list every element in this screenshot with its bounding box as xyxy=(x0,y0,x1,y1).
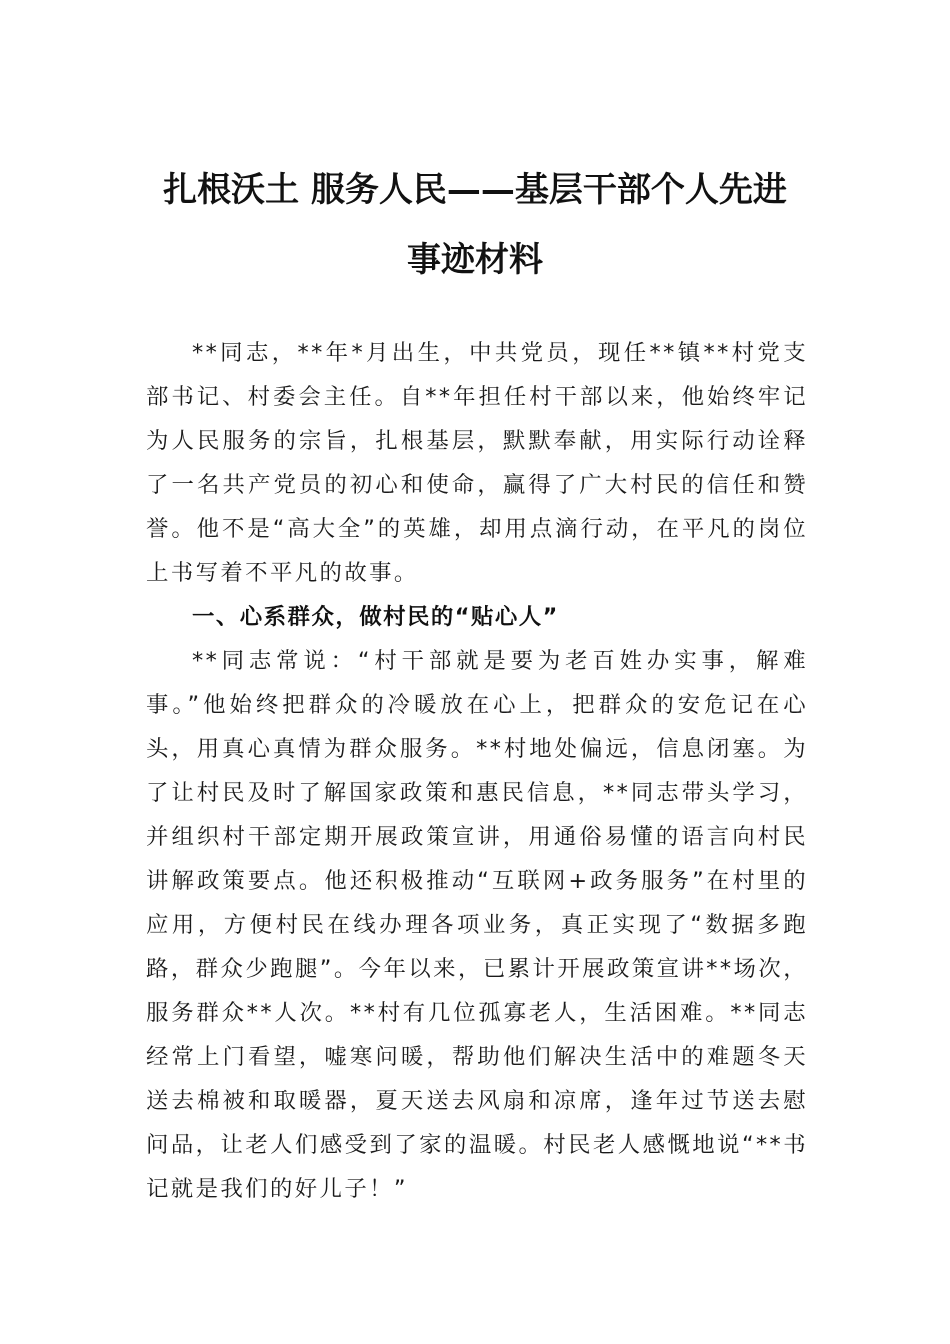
document-title-line-1: 扎根沃土 服务人民——基层干部个人先进 xyxy=(163,170,787,210)
intro-paragraph: **同志，**年*月出生，中共党员，现任**镇**村党支部书记、村委会主任。自**年担任村干部以来，他始终牢记为人民服务的宗旨，扎根基层，默默奉献，用实际行动诠释了一名共产党员的初心和使命，赢得了广大村民的信任和赞誉。他不是“高大全”的英雄，却用点滴行动，在平凡的岗位上书写着不平凡的故事。 xyxy=(146,340,808,586)
section-1-paragraph: **同志常说：“村干部就是要为老百姓办实事，解难事。”他始终把群众的冷暖放在心上，把群众的安危记在心头，用真心真情为群众服务。**村地处偏远，信息闭塞。为了让村民及时了解国家政策和惠民信息，**同志带头学习，并组织村干部定期开展政策宣讲，用通俗易懂的语言向村民讲解政策要点。他还积极推动“互联网+政务服务”在村里的应用，方便村民在线办理各项业务，真正实现了“数据多跑路，群众少跑腿”。今年以来，已累计开展政策宣讲**场次，服务群众**人次。**村有几位孤寡老人，生活困难。**同志经常上门看望，嘘寒问暖，帮助他们解决生活中的难题冬天送去棉被和取暖器，夏天送去风扇和凉席，逢年过节送去慰问品，让老人们感受到了家的温暖。村民老人感慨地说“**书记就是我们的好儿子！” xyxy=(146,648,808,1202)
document-body xyxy=(146,331,808,1211)
document-title-line-2: 事迹材料 xyxy=(407,240,543,280)
section-heading-1: 一、心系群众，做村民的“贴心人” xyxy=(192,604,559,630)
